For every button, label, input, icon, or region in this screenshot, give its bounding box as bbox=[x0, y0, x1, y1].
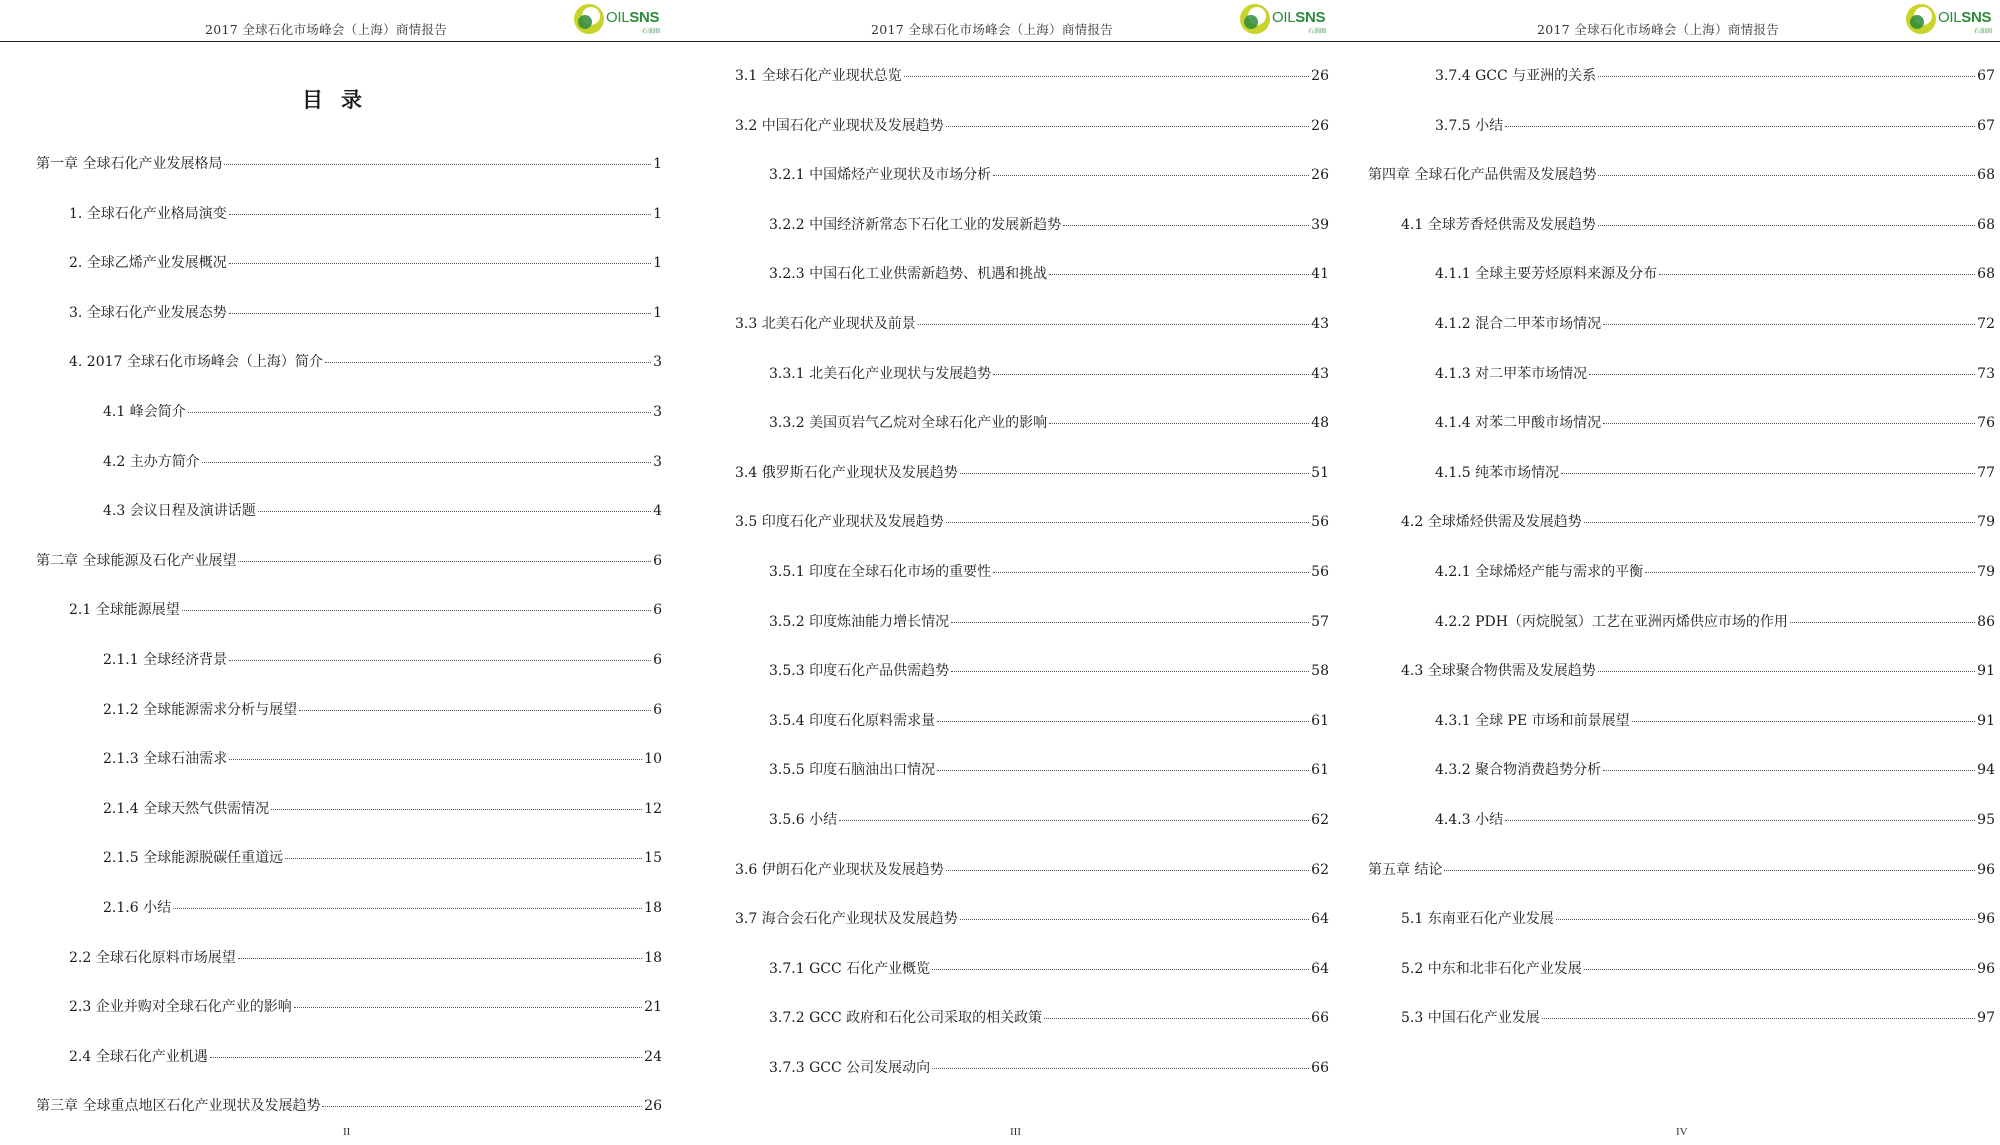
toc-entry-page: 57 bbox=[1311, 613, 1329, 630]
toc-entry-page: 68 bbox=[1977, 266, 1995, 283]
toc-entry-page: 24 bbox=[644, 1048, 662, 1065]
toc-title: 目录 bbox=[302, 87, 380, 112]
logo-wordmark: OILSNS bbox=[1272, 9, 1326, 26]
toc-leader-dots bbox=[1444, 870, 1975, 871]
toc-entry-label: 3.3.1 北美石化产业现状与发展趋势 bbox=[769, 365, 992, 382]
oilsns-logo bbox=[1238, 2, 1338, 36]
toc-leader-dots bbox=[904, 76, 1309, 77]
toc-entry-label: 2.1.2 全球能源需求分析与展望 bbox=[103, 701, 298, 718]
toc-entry-label: 3.7.4 GCC 与亚洲的关系 bbox=[1435, 68, 1597, 84]
toc-leader-dots bbox=[1049, 423, 1309, 424]
toc-leader-dots bbox=[1659, 274, 1975, 275]
toc-leader-dots bbox=[960, 919, 1309, 920]
toc-leader-dots bbox=[937, 770, 1309, 771]
toc-entry[interactable] bbox=[1368, 164, 1995, 186]
page-number: II bbox=[343, 1126, 351, 1138]
toc-entry-label: 3.5.3 印度石化产品供需趋势 bbox=[769, 663, 950, 680]
toc-entry-page: 86 bbox=[1977, 613, 1995, 630]
toc-entry-page: 91 bbox=[1977, 712, 1995, 729]
toc-entry[interactable] bbox=[1435, 412, 1995, 434]
toc-entry[interactable] bbox=[103, 748, 662, 770]
toc-entry-label: 4.4.3 小结 bbox=[1435, 812, 1504, 828]
toc-entry[interactable] bbox=[735, 908, 1329, 930]
toc-entry[interactable] bbox=[1435, 65, 1995, 87]
toc-entry-page: 96 bbox=[1977, 960, 1995, 977]
toc-entry-label: 3.4 俄罗斯石化产业现状及发展趋势 bbox=[735, 464, 958, 481]
toc-leader-dots bbox=[1598, 175, 1975, 176]
toc-entry[interactable] bbox=[69, 252, 662, 274]
toc-entry-page: 1 bbox=[653, 156, 662, 172]
toc-entry-page: 68 bbox=[1977, 167, 1995, 184]
toc-entry[interactable] bbox=[769, 759, 1329, 781]
toc-leader-dots bbox=[960, 473, 1309, 474]
toc-entry-page: 1 bbox=[653, 255, 662, 272]
toc-leader-dots bbox=[937, 721, 1309, 722]
toc-entry-page: 18 bbox=[644, 900, 662, 916]
toc-entry-page: 41 bbox=[1311, 266, 1329, 283]
toc-entry-page: 15 bbox=[644, 850, 662, 867]
toc-leader-dots bbox=[325, 362, 651, 363]
toc-leader-dots bbox=[229, 214, 651, 215]
toc-leader-dots bbox=[210, 1057, 642, 1058]
toc-entry-label: 3.2.2 中国经济新常态下石化工业的发展新趋势 bbox=[769, 216, 1062, 233]
toc-entry[interactable] bbox=[1435, 363, 1995, 385]
toc-entry-page: 77 bbox=[1977, 464, 1995, 481]
toc-leader-dots bbox=[1063, 225, 1309, 226]
toc-entry[interactable] bbox=[769, 561, 1329, 583]
logo-wordmark: OILSNS bbox=[606, 9, 660, 26]
toc-leader-dots bbox=[1044, 1018, 1309, 1019]
toc-entry-page: 43 bbox=[1311, 316, 1329, 332]
page-number: IV bbox=[1676, 1126, 1688, 1138]
logo-drop-icon bbox=[1904, 2, 1938, 36]
toc-entry-page: 61 bbox=[1311, 712, 1329, 729]
toc-entry-label: 3.7.1 GCC 石化产业概览 bbox=[769, 960, 931, 977]
toc-entry[interactable] bbox=[1368, 859, 1995, 881]
logo-subtitle: 石油圈 bbox=[1974, 28, 1993, 35]
toc-leader-dots bbox=[946, 522, 1309, 523]
toc-entry[interactable] bbox=[769, 363, 1329, 385]
toc-entry[interactable] bbox=[1401, 1007, 1995, 1029]
toc-leader-dots bbox=[1598, 671, 1975, 672]
toc-leader-dots bbox=[1603, 423, 1975, 424]
toc-entry-label: 4.1.4 对苯二甲酸市场情况 bbox=[1435, 415, 1602, 432]
logo-drop-icon bbox=[572, 2, 606, 36]
toc-entry-page: 1 bbox=[653, 304, 662, 321]
toc-entry-label: 3.5.2 印度炼油能力增长情况 bbox=[769, 613, 950, 630]
toc-page-ii bbox=[0, 0, 666, 1145]
toc-entry-page: 3 bbox=[653, 354, 662, 371]
toc-entry-page: 67 bbox=[1977, 117, 1995, 134]
logo-subtitle: 石油圈 bbox=[1308, 28, 1327, 35]
toc-entry-page: 79 bbox=[1977, 564, 1995, 580]
toc-entry-page: 26 bbox=[1311, 68, 1329, 84]
toc-entry-label: 第四章 全球石化产品供需及发展趋势 bbox=[1368, 167, 1597, 184]
toc-leader-dots bbox=[1561, 473, 1975, 474]
toc-leader-dots bbox=[229, 263, 651, 264]
toc-entry-page: 79 bbox=[1977, 514, 1995, 531]
toc-entry[interactable] bbox=[36, 550, 662, 572]
toc-entry-page: 12 bbox=[644, 800, 662, 817]
toc-entry[interactable] bbox=[769, 660, 1329, 682]
toc-leader-dots bbox=[238, 958, 642, 959]
toc-entry-page: 6 bbox=[653, 552, 662, 569]
toc-leader-dots bbox=[1049, 274, 1309, 275]
toc-entry[interactable] bbox=[103, 649, 662, 671]
toc-entry-page: 72 bbox=[1977, 316, 1995, 332]
toc-leader-dots bbox=[1598, 76, 1975, 77]
toc-entry-label: 2.1.1 全球经济背景 bbox=[103, 652, 228, 668]
toc-leader-dots bbox=[285, 858, 642, 859]
toc-entry-page: 1 bbox=[653, 205, 662, 222]
toc-leader-dots bbox=[182, 610, 651, 611]
toc-leader-dots bbox=[1505, 126, 1975, 127]
toc-entry[interactable] bbox=[735, 511, 1329, 533]
toc-entry-label: 5.1 东南亚石化产业发展 bbox=[1401, 911, 1554, 928]
toc-entry-label: 4.1.1 全球主要芳烃原料来源及分布 bbox=[1435, 266, 1658, 283]
toc-entry[interactable] bbox=[103, 451, 662, 473]
toc-leader-dots bbox=[946, 126, 1309, 127]
toc-entry-page: 26 bbox=[1311, 167, 1329, 184]
toc-entry[interactable] bbox=[1401, 214, 1995, 236]
toc-entry-label: 2.2 全球石化原料市场展望 bbox=[69, 949, 236, 966]
toc-entry-label: 5.2 中东和北非石化产业发展 bbox=[1401, 960, 1582, 977]
toc-entry-label: 4.2.2 PDH（丙烷脱氢）工艺在亚洲丙烯供应市场的作用 bbox=[1435, 613, 1788, 630]
toc-entry[interactable] bbox=[735, 462, 1329, 484]
toc-entry-page: 97 bbox=[1977, 1010, 1995, 1027]
toc-entry-page: 21 bbox=[644, 999, 662, 1016]
toc-entry[interactable] bbox=[735, 65, 1329, 87]
toc-entry-label: 第一章 全球石化产业发展格局 bbox=[36, 156, 223, 172]
toc-entry-label: 3. 全球石化产业发展态势 bbox=[69, 304, 227, 321]
toc-entry-label: 2.1.4 全球天然气供需情况 bbox=[103, 800, 270, 817]
toc-entry-page: 96 bbox=[1977, 861, 1995, 878]
toc-leader-dots bbox=[1603, 324, 1975, 325]
toc-page-iii bbox=[666, 0, 1332, 1145]
toc-entry-page: 56 bbox=[1311, 514, 1329, 531]
toc-entry-page: 18 bbox=[644, 949, 662, 966]
toc-entry[interactable] bbox=[1435, 313, 1995, 335]
toc-leader-dots bbox=[294, 1007, 642, 1008]
toc-entry[interactable] bbox=[769, 1057, 1329, 1079]
toc-entry-label: 第五章 结论 bbox=[1368, 861, 1443, 878]
header-title: 2017 全球石化市场峰会（上海）商情报告 bbox=[205, 22, 448, 37]
toc-entry-label: 4.1.3 对二甲苯市场情况 bbox=[1435, 365, 1588, 382]
toc-entry-label: 2.1.5 全球能源脱碳任重道远 bbox=[103, 850, 284, 867]
toc-leader-dots bbox=[1790, 622, 1975, 623]
toc-leader-dots bbox=[993, 572, 1309, 573]
toc-entry-label: 3.2 中国石化产业现状及发展趋势 bbox=[735, 117, 944, 134]
toc-entry[interactable] bbox=[769, 214, 1329, 236]
toc-entry-page: 26 bbox=[644, 1098, 662, 1115]
toc-entry[interactable] bbox=[735, 115, 1329, 137]
toc-entry-page: 3 bbox=[653, 453, 662, 470]
toc-leader-dots bbox=[173, 908, 642, 909]
toc-leader-dots bbox=[271, 809, 642, 810]
toc-entry-page: 62 bbox=[1311, 861, 1329, 878]
toc-entry-page: 43 bbox=[1311, 365, 1329, 382]
toc-entry[interactable] bbox=[1401, 958, 1995, 980]
toc-entry-label: 2. 全球乙烯产业发展概况 bbox=[69, 255, 227, 272]
toc-entry-page: 6 bbox=[653, 602, 662, 619]
toc-entry-label: 4.3.1 全球 PE 市场和前景展望 bbox=[1435, 712, 1630, 729]
toc-leader-dots bbox=[299, 710, 651, 711]
toc-entry-page: 61 bbox=[1311, 762, 1329, 779]
toc-entry[interactable] bbox=[1435, 611, 1995, 633]
toc-entry-label: 4.3.2 聚合物消费趋势分析 bbox=[1435, 762, 1602, 779]
toc-entry[interactable] bbox=[1435, 462, 1995, 484]
toc-entry[interactable] bbox=[103, 897, 662, 919]
toc-entry-label: 4.1.2 混合二甲苯市场情况 bbox=[1435, 316, 1602, 332]
toc-leader-dots bbox=[918, 324, 1309, 325]
toc-entry[interactable] bbox=[1435, 115, 1995, 137]
toc-entry-label: 3.5.4 印度石化原料需求量 bbox=[769, 712, 936, 729]
toc-entry[interactable] bbox=[69, 302, 662, 324]
toc-entry-page: 95 bbox=[1977, 812, 1995, 828]
toc-entry-label: 5.3 中国石化产业发展 bbox=[1401, 1010, 1540, 1027]
toc-entry-label: 4.3 全球聚合物供需及发展趋势 bbox=[1401, 663, 1596, 680]
toc-entry[interactable] bbox=[735, 859, 1329, 881]
toc-entry-label: 3.5.5 印度石脑油出口情况 bbox=[769, 762, 936, 779]
toc-entry[interactable] bbox=[769, 710, 1329, 732]
toc-leader-dots bbox=[1584, 969, 1975, 970]
toc-entry[interactable] bbox=[769, 263, 1329, 285]
toc-entry[interactable] bbox=[103, 847, 662, 869]
toc-entry-page: 10 bbox=[644, 751, 662, 768]
toc-leader-dots bbox=[993, 374, 1309, 375]
toc-entry-label: 2.4 全球石化产业机遇 bbox=[69, 1048, 208, 1065]
toc-leader-dots bbox=[238, 561, 651, 562]
toc-leader-dots bbox=[258, 511, 651, 512]
toc-entry-label: 3.5.1 印度在全球石化市场的重要性 bbox=[769, 564, 992, 580]
toc-leader-dots bbox=[229, 313, 651, 314]
toc-entry[interactable] bbox=[103, 500, 662, 522]
toc-leader-dots bbox=[202, 462, 651, 463]
toc-entry-page: 48 bbox=[1311, 415, 1329, 432]
toc-entry[interactable] bbox=[36, 1095, 662, 1117]
toc-entry[interactable] bbox=[69, 599, 662, 621]
toc-entry[interactable] bbox=[1435, 710, 1995, 732]
toc-leader-dots bbox=[322, 1106, 642, 1107]
toc-entry-label: 4.2 主办方简介 bbox=[103, 453, 200, 470]
toc-leader-dots bbox=[1603, 770, 1975, 771]
toc-leader-dots bbox=[1645, 572, 1975, 573]
toc-leader-dots bbox=[1542, 1018, 1975, 1019]
toc-entry-label: 3.6 伊朗石化产业现状及发展趋势 bbox=[735, 861, 944, 878]
toc-entry-label: 2.1.3 全球石油需求 bbox=[103, 751, 228, 768]
toc-entry-page: 62 bbox=[1311, 812, 1329, 828]
toc-leader-dots bbox=[229, 660, 651, 661]
toc-entry-label: 4.1 全球芳香烃供需及发展趋势 bbox=[1401, 216, 1596, 233]
toc-entry[interactable] bbox=[769, 809, 1329, 831]
toc-entry-label: 2.3 企业并购对全球石化产业的影响 bbox=[69, 999, 292, 1016]
toc-entry-label: 3.7 海合会石化产业现状及发展趋势 bbox=[735, 911, 958, 928]
toc-entry[interactable] bbox=[103, 798, 662, 820]
toc-entry-page: 91 bbox=[1977, 663, 1995, 680]
oilsns-logo bbox=[1904, 2, 2000, 36]
toc-entry[interactable] bbox=[769, 412, 1329, 434]
toc-entry[interactable] bbox=[36, 153, 662, 175]
oilsns-logo bbox=[572, 2, 672, 36]
toc-entry[interactable] bbox=[1435, 809, 1995, 831]
toc-entry[interactable] bbox=[769, 164, 1329, 186]
toc-entry-label: 2.1.6 小结 bbox=[103, 900, 172, 916]
toc-entry[interactable] bbox=[69, 947, 662, 969]
toc-page-iv bbox=[1332, 0, 1998, 1145]
toc-leader-dots bbox=[951, 671, 1309, 672]
toc-leader-dots bbox=[1632, 721, 1976, 722]
toc-entry-page: 66 bbox=[1311, 1010, 1329, 1027]
toc-leader-dots bbox=[229, 759, 642, 760]
toc-entry[interactable] bbox=[1435, 759, 1995, 781]
toc-entry[interactable] bbox=[769, 958, 1329, 980]
logo-subtitle: 石油圈 bbox=[642, 28, 661, 35]
toc-entry-page: 67 bbox=[1977, 68, 1995, 84]
toc-entry-label: 4.1.5 纯苯市场情况 bbox=[1435, 464, 1560, 481]
toc-entry-label: 3.7.5 小结 bbox=[1435, 117, 1504, 134]
toc-entry-label: 4. 2017 全球石化市场峰会（上海）简介 bbox=[69, 354, 323, 371]
toc-entry-label: 3.7.3 GCC 公司发展动向 bbox=[769, 1060, 931, 1076]
toc-entry-label: 3.5 印度石化产业现状及发展趋势 bbox=[735, 514, 944, 531]
toc-entry-label: 3.3 北美石化产业现状及前景 bbox=[735, 316, 916, 332]
toc-entry-page: 51 bbox=[1311, 464, 1329, 481]
toc-entry-page: 6 bbox=[653, 701, 662, 718]
toc-entry-page: 56 bbox=[1311, 564, 1329, 580]
toc-entry-page: 58 bbox=[1311, 663, 1329, 680]
toc-entry-label: 3.5.6 小结 bbox=[769, 812, 838, 828]
toc-entry[interactable] bbox=[103, 401, 662, 423]
toc-leader-dots bbox=[1598, 225, 1975, 226]
toc-entry-label: 3.7.2 GCC 政府和石化公司采取的相关政策 bbox=[769, 1010, 1043, 1027]
toc-entry[interactable] bbox=[1401, 660, 1995, 682]
toc-entry-label: 3.2.3 中国石化工业供需新趋势、机遇和挑战 bbox=[769, 266, 1048, 283]
toc-entry[interactable] bbox=[1435, 561, 1995, 583]
toc-entry[interactable] bbox=[769, 611, 1329, 633]
toc-entry-label: 4.2 全球烯烃供需及发展趋势 bbox=[1401, 514, 1582, 531]
toc-entry-page: 64 bbox=[1311, 911, 1329, 928]
toc-entry-page: 4 bbox=[653, 503, 662, 520]
toc-leader-dots bbox=[932, 1068, 1309, 1069]
toc-leader-dots bbox=[1556, 919, 1975, 920]
page-number: III bbox=[1010, 1126, 1021, 1138]
toc-entry-page: 94 bbox=[1977, 762, 1995, 779]
toc-entry[interactable] bbox=[735, 313, 1329, 335]
toc-leader-dots bbox=[1584, 522, 1975, 523]
toc-entry-label: 4.1 峰会简介 bbox=[103, 404, 186, 420]
toc-entry[interactable] bbox=[769, 1007, 1329, 1029]
toc-entry-label: 第二章 全球能源及石化产业展望 bbox=[36, 552, 237, 569]
toc-entry[interactable] bbox=[69, 203, 662, 225]
toc-leader-dots bbox=[224, 164, 651, 165]
toc-entry[interactable] bbox=[69, 996, 662, 1018]
logo-wordmark: OILSNS bbox=[1938, 9, 1992, 26]
toc-entry[interactable] bbox=[103, 699, 662, 721]
toc-entry[interactable] bbox=[69, 1046, 662, 1068]
header-title: 2017 全球石化市场峰会（上海）商情报告 bbox=[871, 22, 1114, 37]
toc-leader-dots bbox=[951, 622, 1309, 623]
toc-leader-dots bbox=[188, 412, 651, 413]
toc-entry[interactable] bbox=[1401, 908, 1995, 930]
toc-entry-label: 3.3.2 美国页岩气乙烷对全球石化产业的影响 bbox=[769, 415, 1048, 432]
toc-leader-dots bbox=[839, 820, 1309, 821]
toc-entry-page: 64 bbox=[1311, 960, 1329, 977]
toc-entry-page: 66 bbox=[1311, 1060, 1329, 1076]
toc-leader-dots bbox=[1505, 820, 1975, 821]
toc-entry-label: 4.3 会议日程及演讲话题 bbox=[103, 503, 256, 520]
toc-entry-label: 3.1 全球石化产业现状总览 bbox=[735, 68, 902, 84]
toc-entry-page: 39 bbox=[1311, 216, 1329, 233]
toc-leader-dots bbox=[946, 870, 1309, 871]
toc-leader-dots bbox=[932, 969, 1309, 970]
toc-entry-page: 73 bbox=[1977, 365, 1995, 382]
toc-entry-page: 68 bbox=[1977, 216, 1995, 233]
header-title: 2017 全球石化市场峰会（上海）商情报告 bbox=[1537, 22, 1780, 37]
toc-entry-page: 26 bbox=[1311, 117, 1329, 134]
toc-leader-dots bbox=[1589, 374, 1975, 375]
toc-entry-page: 96 bbox=[1977, 911, 1995, 928]
toc-entry[interactable] bbox=[1401, 511, 1995, 533]
toc-entry-label: 3.2.1 中国烯烃产业现状及市场分析 bbox=[769, 167, 992, 184]
toc-entry-page: 3 bbox=[653, 404, 662, 420]
toc-entry-page: 76 bbox=[1977, 415, 1995, 432]
toc-entry[interactable] bbox=[69, 351, 662, 373]
toc-entry-label: 2.1 全球能源展望 bbox=[69, 602, 180, 619]
toc-entry[interactable] bbox=[1435, 263, 1995, 285]
toc-entry-label: 第三章 全球重点地区石化产业现状及发展趋势 bbox=[36, 1098, 321, 1115]
logo-drop-icon bbox=[1238, 2, 1272, 36]
toc-entry-label: 1. 全球石化产业格局演变 bbox=[69, 205, 227, 222]
toc-entry-label: 4.2.1 全球烯烃产能与需求的平衡 bbox=[1435, 564, 1644, 580]
toc-entry-page: 6 bbox=[653, 652, 662, 668]
toc-leader-dots bbox=[993, 175, 1309, 176]
